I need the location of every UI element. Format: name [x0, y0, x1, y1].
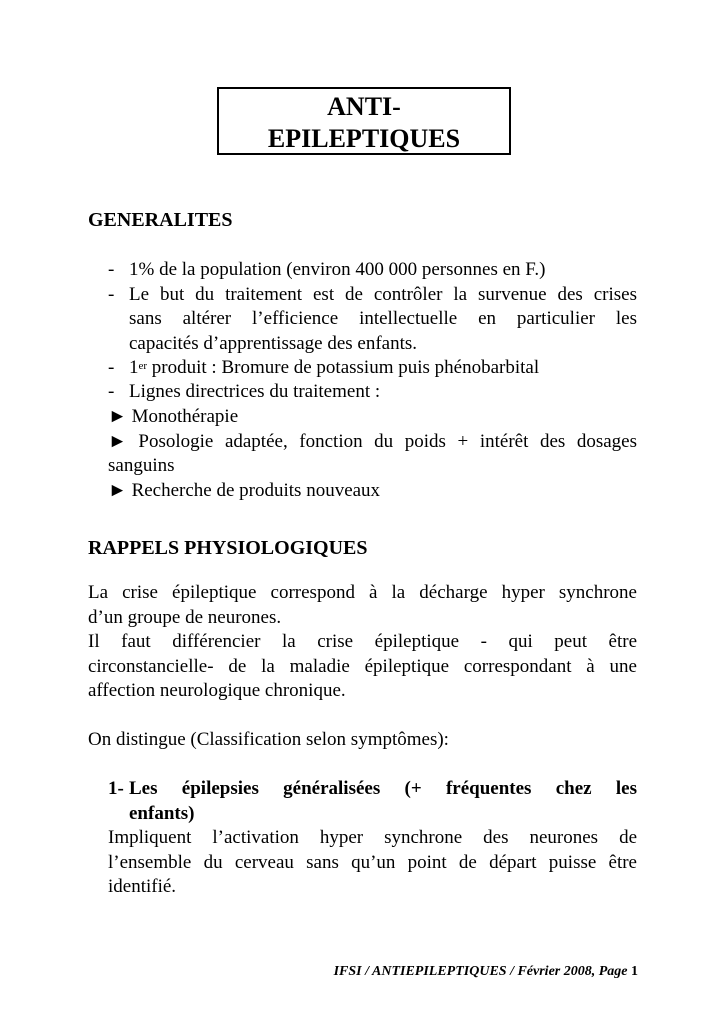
paragraph-line: On distingue (Classification selon symptômes):	[88, 729, 449, 750]
arrow-item	[108, 430, 637, 455]
arrow-icon: ►	[108, 406, 127, 427]
arrow-item-cont: sanguins	[108, 455, 175, 476]
paragraph-line: Impliquent l’activation hyper synchrone des neurones de	[108, 827, 637, 848]
arrow-item	[108, 479, 380, 504]
dash: -	[108, 284, 115, 305]
list-item: 1% de la population (environ 400 000 personnes en F.)	[129, 259, 546, 280]
dash: -	[108, 381, 115, 402]
section-heading-rappels: RAPPELS PHYSIOLOGIQUES	[88, 537, 368, 559]
subsection-heading: Les épilepsies généralisées (+ fréquentes chez les	[129, 778, 637, 799]
arrow-icon: ►	[108, 431, 127, 452]
arrow-item-text: Monothérapie	[131, 406, 239, 427]
dash: -	[108, 357, 115, 378]
paragraph-line: l’ensemble du cerveau sans qu’un point de départ puisse être	[108, 852, 637, 873]
arrow-item-text: Posologie adaptée, fonction du poids + intérêt des dosages	[138, 431, 638, 452]
paragraph-line: Il faut différencier la crise épileptique - qui peut être	[88, 631, 637, 652]
title-line-2: EPILEPTIQUES	[267, 124, 461, 153]
list-item-cont: sans altérer l’efficience intellectuelle en particulier les	[129, 308, 637, 329]
paragraph-line: identifié.	[108, 876, 177, 897]
list-item: Le but du traitement est de contrôler la survenue des crises	[129, 284, 637, 305]
paragraph-line: circonstancielle- de la maladie épileptique correspondant à une	[88, 656, 637, 677]
section-heading-generalites: GENERALITES	[88, 209, 233, 231]
arrow-item-text: Recherche de produits nouveaux	[131, 480, 381, 501]
ordinal-suffix: er	[138, 360, 148, 372]
page-footer	[334, 964, 638, 980]
page-number: 1	[631, 964, 638, 979]
arrow-icon: ►	[108, 480, 127, 501]
document-title	[217, 87, 511, 155]
title-line-1: ANTI-	[327, 92, 401, 121]
list-item	[129, 356, 539, 381]
paragraph-line: La crise épileptique correspond à la décharge hyper synchrone	[88, 582, 637, 603]
dash: -	[108, 259, 115, 280]
list-item-cont: capacités d’apprentissage des enfants.	[129, 333, 418, 354]
paragraph-line: affection neurologique chronique.	[88, 680, 346, 701]
item-text: produit : Bromure de potassium puis phénobarbital	[147, 357, 540, 378]
subsection-heading-cont: enfants)	[129, 803, 195, 824]
ordinal: 1	[129, 357, 139, 378]
subsection-number: 1-	[108, 778, 124, 799]
paragraph-line: d’un groupe de neurones.	[88, 607, 282, 628]
footer-text: IFSI / ANTIEPILEPTIQUES / Février 2008, Page	[333, 964, 628, 979]
list-item: Lignes directrices du traitement :	[129, 381, 381, 402]
arrow-item	[108, 405, 238, 430]
